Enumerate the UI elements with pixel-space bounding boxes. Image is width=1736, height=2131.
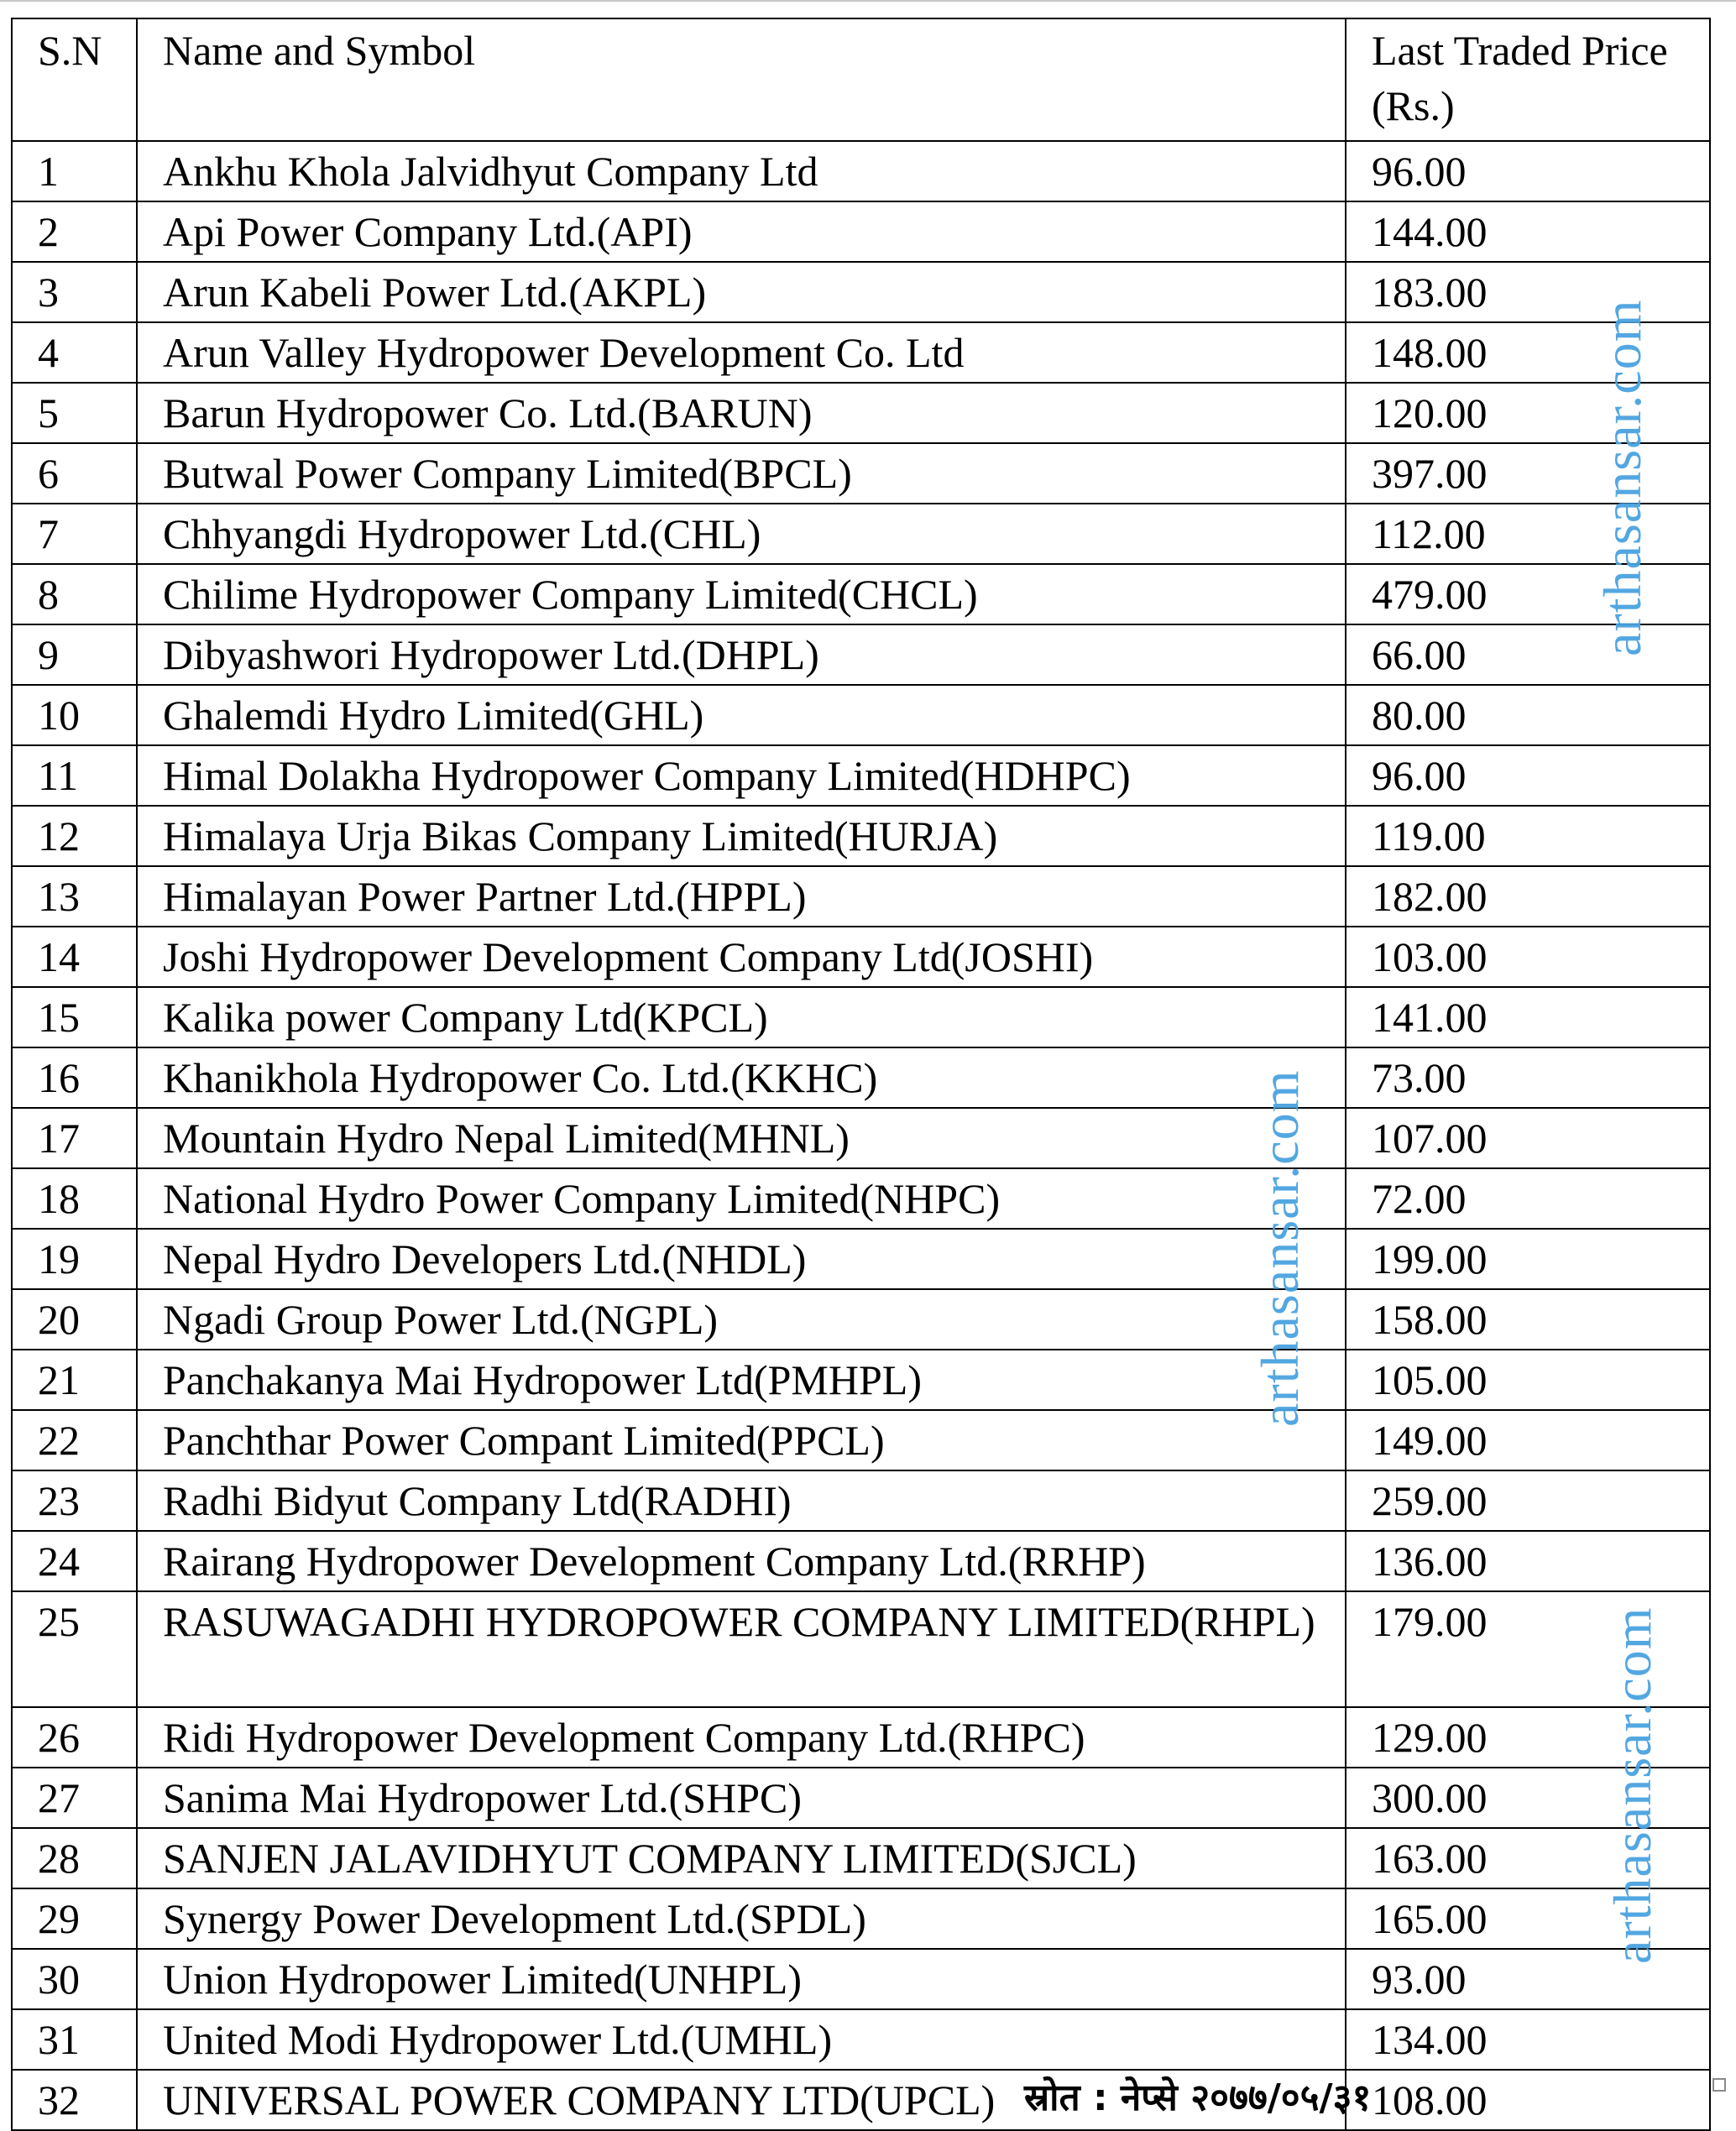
row-sn: 17: [12, 1108, 137, 1168]
row-price: 112.00: [1346, 504, 1710, 564]
row-sn: 5: [12, 383, 137, 443]
row-sn: 1: [12, 141, 137, 201]
row-sn: 10: [12, 685, 137, 745]
row-sn: 28: [12, 1828, 137, 1888]
row-price: 141.00: [1346, 987, 1710, 1047]
row-price: 183.00: [1346, 262, 1710, 322]
row-sn: 9: [12, 624, 137, 685]
row-sn: 15: [12, 987, 137, 1047]
table-row: [12, 2009, 1710, 2070]
table-row: [12, 1591, 1710, 1707]
row-sn: 3: [12, 262, 137, 322]
row-sn: 11: [12, 745, 137, 806]
row-sn: 29: [12, 1888, 137, 1949]
table-row: [12, 685, 1710, 745]
row-name: SANJEN JALAVIDHYUT COMPANY LIMITED(SJCL): [137, 1828, 1346, 1888]
row-name: Panchakanya Mai Hydropower Ltd(PMHPL): [137, 1350, 1346, 1410]
table-row: [12, 1410, 1710, 1470]
row-sn: 27: [12, 1768, 137, 1828]
resize-handle[interactable]: [1712, 2078, 1726, 2092]
table-row: [12, 1828, 1710, 1888]
table-row: [12, 2070, 1710, 2130]
table-row: [12, 1470, 1710, 1531]
row-price: 479.00: [1346, 564, 1710, 624]
row-name: Dibyashwori Hydropower Ltd.(DHPL): [137, 624, 1346, 685]
row-name: Arun Kabeli Power Ltd.(AKPL): [137, 262, 1346, 322]
table-row: [12, 624, 1710, 685]
table-row: [12, 1229, 1710, 1289]
row-sn: 16: [12, 1047, 137, 1108]
table-row: [12, 927, 1710, 987]
row-name: Chilime Hydropower Company Limited(CHCL): [137, 564, 1346, 624]
row-price: 182.00: [1346, 866, 1710, 927]
table-row: [12, 504, 1710, 564]
row-price: 72.00: [1346, 1168, 1710, 1229]
row-price: 108.00: [1346, 2070, 1710, 2130]
row-price: 134.00: [1346, 2009, 1710, 2070]
row-sn: 7: [12, 504, 137, 564]
row-price: 165.00: [1346, 1888, 1710, 1949]
row-sn: 19: [12, 1229, 137, 1289]
row-name: Himalayan Power Partner Ltd.(HPPL): [137, 866, 1346, 927]
row-name: National Hydro Power Company Limited(NHPC): [137, 1168, 1346, 1229]
row-name: Mountain Hydro Nepal Limited(MHNL): [137, 1108, 1346, 1168]
row-name: UNIVERSAL POWER COMPANY LTD(UPCL): [137, 2070, 1346, 2130]
watermark-text: arthasansar.com: [1592, 299, 1652, 656]
row-name: Ridi Hydropower Development Company Ltd.(RHPC): [137, 1707, 1346, 1768]
table-row: [12, 1289, 1710, 1350]
table-row: [12, 443, 1710, 504]
row-price: 120.00: [1346, 383, 1710, 443]
row-sn: 22: [12, 1410, 137, 1470]
row-price: 96.00: [1346, 745, 1710, 806]
top-border-line: [0, 0, 1736, 2]
watermark-text: arthasansar.com: [1250, 1069, 1310, 1427]
row-sn: 2: [12, 201, 137, 262]
table-row: [12, 987, 1710, 1047]
row-name: Radhi Bidyut Company Ltd(RADHI): [137, 1470, 1346, 1531]
row-price: 163.00: [1346, 1828, 1710, 1888]
header-name: Name and Symbol: [137, 18, 1346, 141]
row-name: Joshi Hydropower Development Company Ltd(JOSHI): [137, 927, 1346, 987]
row-sn: 31: [12, 2009, 137, 2070]
row-sn: 30: [12, 1949, 137, 2009]
table-row: [12, 262, 1710, 322]
row-name: United Modi Hydropower Ltd.(UMHL): [137, 2009, 1346, 2070]
row-name: Panchthar Power Compant Limited(PPCL): [137, 1410, 1346, 1470]
source-note: स्रोत : नेप्से २०७७/०५/३१: [1024, 2076, 1372, 2119]
row-price: 119.00: [1346, 806, 1710, 866]
row-name: Union Hydropower Limited(UNHPL): [137, 1949, 1346, 2009]
table-row: [12, 1108, 1710, 1168]
row-name: Ghalemdi Hydro Limited(GHL): [137, 685, 1346, 745]
table-row: [12, 1707, 1710, 1768]
table-row: [12, 1949, 1710, 2009]
row-price: 129.00: [1346, 1707, 1710, 1768]
row-name: Himalaya Urja Bikas Company Limited(HURJA): [137, 806, 1346, 866]
watermark-text: arthasansar.com: [1603, 1606, 1662, 1964]
row-name: RASUWAGADHI HYDROPOWER COMPANY LIMITED(RHPL): [137, 1591, 1346, 1707]
row-name: Barun Hydropower Co. Ltd.(BARUN): [137, 383, 1346, 443]
row-name: Khanikhola Hydropower Co. Ltd.(KKHC): [137, 1047, 1346, 1108]
price-table: [11, 18, 1711, 2131]
table-row: [12, 866, 1710, 927]
row-price: 66.00: [1346, 624, 1710, 685]
row-price: 80.00: [1346, 685, 1710, 745]
row-name: Synergy Power Development Ltd.(SPDL): [137, 1888, 1346, 1949]
table-row: [12, 322, 1710, 383]
table-row: [12, 1531, 1710, 1591]
table-row: [12, 1168, 1710, 1229]
row-name: Arun Valley Hydropower Development Co. Ltd: [137, 322, 1346, 383]
row-sn: 14: [12, 927, 137, 987]
table-row: [12, 201, 1710, 262]
row-price: 136.00: [1346, 1531, 1710, 1591]
row-name: Chhyangdi Hydropower Ltd.(CHL): [137, 504, 1346, 564]
row-price: 107.00: [1346, 1108, 1710, 1168]
row-price: 96.00: [1346, 141, 1710, 201]
header-price: Last Traded Price (Rs.): [1346, 18, 1710, 141]
row-sn: 13: [12, 866, 137, 927]
table-header-row: [12, 18, 1710, 141]
row-name: Ankhu Khola Jalvidhyut Company Ltd: [137, 141, 1346, 201]
row-sn: 24: [12, 1531, 137, 1591]
row-price: 93.00: [1346, 1949, 1710, 2009]
row-sn: 8: [12, 564, 137, 624]
row-price: 144.00: [1346, 201, 1710, 262]
row-sn: 25: [12, 1591, 137, 1707]
row-price: 73.00: [1346, 1047, 1710, 1108]
table-row: [12, 564, 1710, 624]
table-row: [12, 141, 1710, 201]
row-name: Kalika power Company Ltd(KPCL): [137, 987, 1346, 1047]
table-row: [12, 745, 1710, 806]
row-name: Api Power Company Ltd.(API): [137, 201, 1346, 262]
header-sn: S.N: [12, 18, 137, 141]
row-price: 105.00: [1346, 1350, 1710, 1410]
table-row: [12, 806, 1710, 866]
row-price: 158.00: [1346, 1289, 1710, 1350]
table-body: [12, 141, 1710, 2130]
row-price: 148.00: [1346, 322, 1710, 383]
table-row: [12, 1350, 1710, 1410]
row-sn: 6: [12, 443, 137, 504]
row-sn: 26: [12, 1707, 137, 1768]
row-name: Rairang Hydropower Development Company Ltd.(RRHP): [137, 1531, 1346, 1591]
row-name: Himal Dolakha Hydropower Company Limited(HDHPC): [137, 745, 1346, 806]
row-sn: 4: [12, 322, 137, 383]
row-name: Ngadi Group Power Ltd.(NGPL): [137, 1289, 1346, 1350]
table-row: [12, 1768, 1710, 1828]
table-row: [12, 383, 1710, 443]
row-price: 300.00: [1346, 1768, 1710, 1828]
row-price: 103.00: [1346, 927, 1710, 987]
row-name: Nepal Hydro Developers Ltd.(NHDL): [137, 1229, 1346, 1289]
row-sn: 32: [12, 2070, 137, 2130]
row-price: 259.00: [1346, 1470, 1710, 1531]
table-row: [12, 1888, 1710, 1949]
row-price: 179.00: [1346, 1591, 1710, 1707]
row-sn: 12: [12, 806, 137, 866]
row-price: 397.00: [1346, 443, 1710, 504]
row-sn: 18: [12, 1168, 137, 1229]
row-price: 149.00: [1346, 1410, 1710, 1470]
row-name: Butwal Power Company Limited(BPCL): [137, 443, 1346, 504]
row-sn: 20: [12, 1289, 137, 1350]
row-name: Sanima Mai Hydropower Ltd.(SHPC): [137, 1768, 1346, 1828]
row-sn: 21: [12, 1350, 137, 1410]
row-sn: 23: [12, 1470, 137, 1531]
table-row: [12, 1047, 1710, 1108]
row-price: 199.00: [1346, 1229, 1710, 1289]
